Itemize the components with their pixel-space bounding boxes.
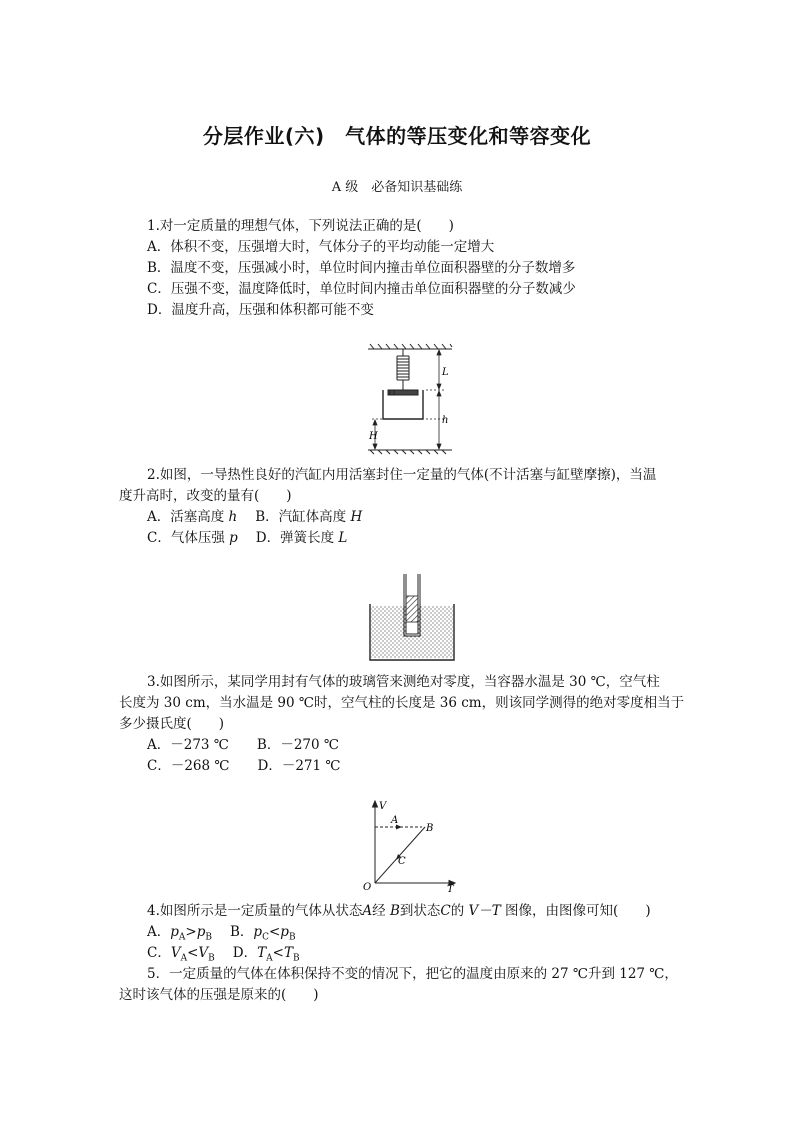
q3-option-a: A．－273 ℃ (147, 737, 229, 753)
q3-option-d: D．－271 ℃ (257, 758, 341, 774)
q3-stem-line1: 3.如图所示，某同学用封有气体的玻璃管来测绝对零度，当容器水温是 30 ℃，空气柱 (147, 674, 660, 690)
mercury-column (406, 596, 418, 622)
label-origin: O (363, 882, 372, 893)
q1-stem: 1.对一定质量的理想气体，下列说法正确的是( ) (147, 218, 454, 234)
q2-options-row1 (147, 507, 362, 527)
q2-stem-line1: 2.如图，一导热性良好的汽缸内用活塞封住一定量的气体(不计活塞与缸壁摩擦)，当温 (147, 467, 657, 483)
q2-options-row2 (147, 528, 347, 548)
q4-option-a: A．$p_A>p_B$ (147, 924, 212, 943)
label-t-axis: T (447, 884, 454, 894)
q4-option-b: B．$p_C<p_B$ (230, 924, 296, 943)
ceiling (368, 344, 452, 349)
q3-options-row1 (147, 735, 339, 755)
q1-option-b: B．温度不变，压强减小时，单位时间内撞击单位面积器壁的分子数增多 (147, 260, 576, 276)
q4-option-d: D．$T_A<T_B$ (232, 945, 300, 964)
q2-option-c: C．气体压强 p (147, 530, 238, 546)
q3-option-b: B．－270 ℃ (256, 737, 340, 753)
label-b: B (426, 823, 434, 834)
q1-option-c: C．压强不变，温度降低时，单位时间内撞击单位面积器壁的分子数减少 (147, 281, 576, 297)
q3-option-c: C．－268 ℃ (147, 758, 230, 774)
line-o-to-b (375, 827, 425, 883)
q4-option-c: C．$V_A<V_B$ (147, 945, 215, 964)
q2-figure (360, 343, 460, 455)
q2-option-b: B．汽缸体高度 H (255, 509, 363, 525)
section-heading: A 级 必备知识基础练 (331, 180, 463, 195)
q3-stem-line3: 多少摄氏度( ) (119, 716, 225, 732)
label-v-axis: V (379, 801, 387, 812)
q3-options-row2 (147, 756, 340, 776)
spring (397, 349, 409, 390)
q3-figure (368, 574, 456, 662)
q1-option-a: A．体积不变，压强增大时，气体分子的平均动能一定增大 (147, 239, 495, 255)
q1-option-d: D．温度升高，压强和体积都可能不变 (147, 302, 374, 318)
q2-stem-line2: 度升高时，改变的量有( ) (119, 488, 292, 504)
piston (388, 390, 418, 395)
q3-stem-line2: 长度为 30 cm，当水温是 90 ℃时，空气柱的长度是 36 cm，则该同学测得的绝对零度相当于 (119, 695, 685, 711)
q5-stem-line2: 这时该气体的压强是原来的( ) (119, 987, 319, 1003)
label-l: L (442, 367, 449, 378)
q4-vt-graph (360, 797, 460, 894)
label-h-large: H (369, 431, 378, 442)
q2-option-a: A．活塞高度 h (147, 509, 238, 525)
q2-option-d: D．弹簧长度 L (255, 530, 348, 546)
floor (368, 450, 452, 454)
label-a: A (391, 815, 399, 826)
q4-stem: 4.如图所示是一定质量的气体从状态A经 B到状态C的 V－T 图像，由图像可知( ) (147, 903, 651, 919)
q5-stem-line1: 5．一定质量的气体在体积保持不变的情况下，把它的温度由原来的 27 ℃升到 127 ℃， (147, 966, 678, 982)
label-c: C (398, 856, 406, 867)
label-h-small: h (442, 415, 449, 426)
page-title: 分层作业(六) 气体的等压变化和等容变化 (202, 124, 592, 148)
